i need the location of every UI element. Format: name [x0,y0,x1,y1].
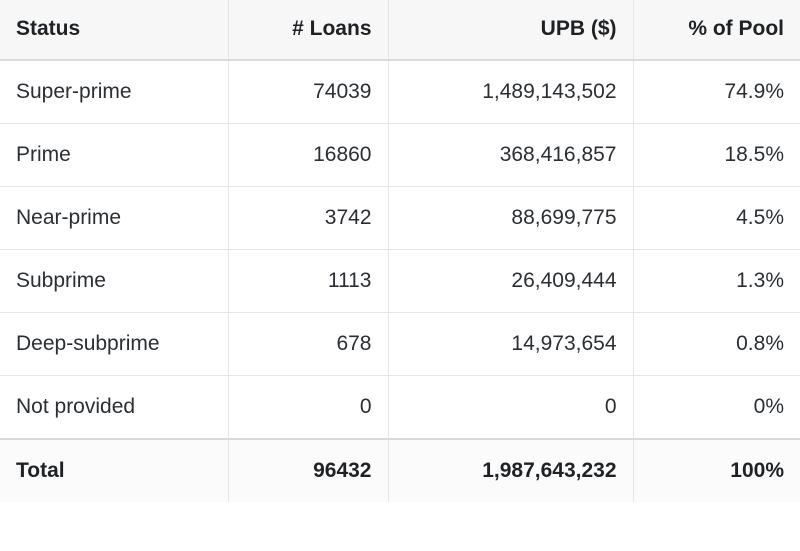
cell-pct: 4.5% [633,187,800,250]
cell-loans: 678 [228,313,388,376]
cell-total-label: Total [0,439,228,502]
cell-loans: 0 [228,376,388,440]
table-footer [0,439,800,502]
cell-loans: 3742 [228,187,388,250]
table-body [0,60,800,439]
cell-total-loans: 96432 [228,439,388,502]
column-header-pct: % of Pool [633,0,800,60]
cell-total-upb: 1,987,643,232 [388,439,633,502]
cell-pct: 0.8% [633,313,800,376]
cell-status: Not provided [0,376,228,440]
cell-status: Deep-subprime [0,313,228,376]
cell-status: Prime [0,124,228,187]
cell-loans: 16860 [228,124,388,187]
cell-status: Subprime [0,250,228,313]
cell-upb: 14,973,654 [388,313,633,376]
cell-pct: 0% [633,376,800,440]
cell-total-pct: 100% [633,439,800,502]
column-header-loans: # Loans [228,0,388,60]
column-header-status: Status [0,0,228,60]
cell-loans: 74039 [228,60,388,124]
cell-upb: 1,489,143,502 [388,60,633,124]
table-row [0,313,800,376]
cell-pct: 1.3% [633,250,800,313]
cell-status: Near-prime [0,187,228,250]
cell-upb: 88,699,775 [388,187,633,250]
cell-upb: 368,416,857 [388,124,633,187]
cell-upb: 26,409,444 [388,250,633,313]
table-row [0,187,800,250]
cell-loans: 1113 [228,250,388,313]
table-row [0,250,800,313]
cell-upb: 0 [388,376,633,440]
cell-status: Super-prime [0,60,228,124]
table-header [0,0,800,60]
table-header-row [0,0,800,60]
cell-pct: 74.9% [633,60,800,124]
table-row [0,60,800,124]
table-row [0,124,800,187]
table-total-row [0,439,800,502]
column-header-upb: UPB ($) [388,0,633,60]
table-row [0,376,800,440]
cell-pct: 18.5% [633,124,800,187]
